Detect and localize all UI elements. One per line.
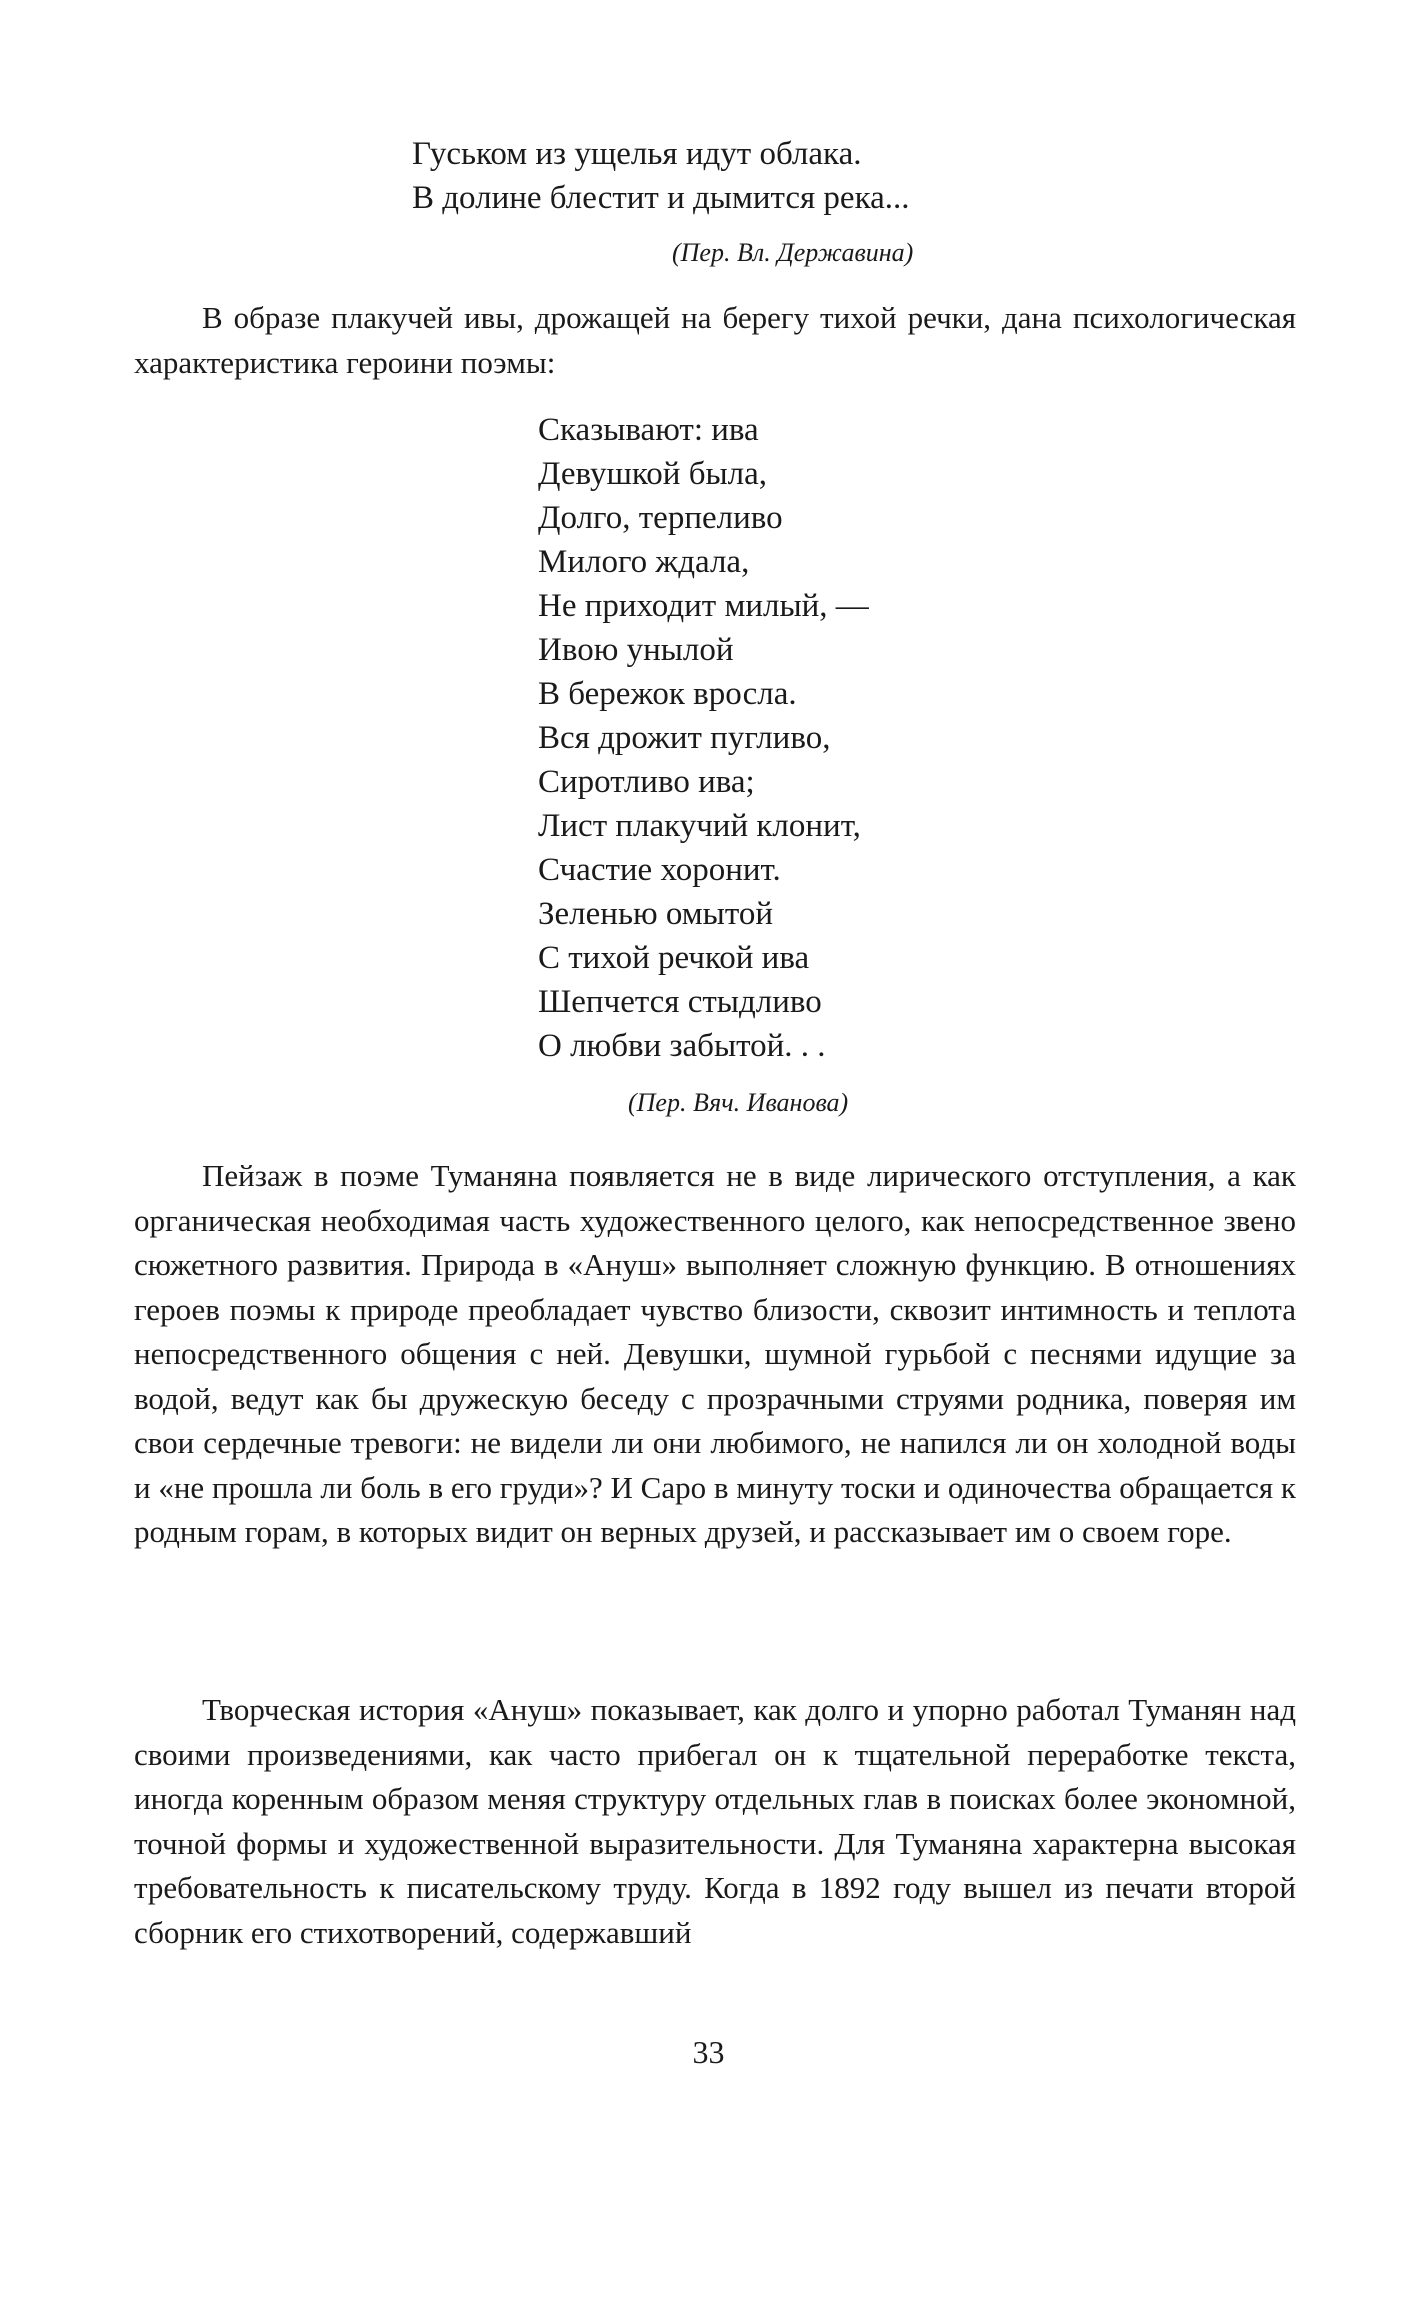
verse-line: Лист плакучий клонит, bbox=[538, 808, 861, 844]
verse-line: Гуськом из ущелья идут облака. bbox=[412, 136, 862, 172]
paragraph-3: Творческая история «Ануш» показывает, как долго и упорно работал Туманян над своими произведениями, как часто прибегал он к тщательной переработке текста, иногда коренным образом меняя структуру отдельных глав в поисках более экономной, точной формы и художественной выразительности. Для Туманяна характерна высокая требовательность к писательскому труду. Когда в 1892 году вышел из печати второй сборник его стихотворений, содержавший bbox=[134, 1692, 1296, 1950]
verse-line: С тихой речкой ива bbox=[538, 940, 810, 976]
verse-line: Долго, терпеливо bbox=[538, 500, 783, 536]
page-number: 33 bbox=[692, 2034, 725, 2070]
verse-line: Вся дрожит пугливо, bbox=[538, 720, 831, 756]
verse-line: Девушкой была, bbox=[538, 456, 768, 492]
paragraph-2: Пейзаж в поэме Туманяна появляется не в виде лирического отступления, а как органическая необходимая часть художественного целого, как непосредственное звено сюжетного развития. Природа в «Ануш» выполняет сложную функцию. В отношениях героев поэмы к природе преобладает чувство близости, сквозит интимность и теплота непосредственного общения с ней. Девушки, шумной гурьбой с песнями идущие за водой, ведут как бы дружескую беседу с прозрачными струями родника, поверяя им свои сердечные тревоги: не видели ли они любимого, не напился ли он холодной воды и «не прошла ли боль в его груди»? И Саро в минуту тоски и одиночества обращается к родным горам, в которых видит он верных друзей, и рассказывает им о своем горе. bbox=[134, 1158, 1296, 1549]
verse-line: Ивою унылой bbox=[538, 632, 734, 668]
verse-line: Шепчется стыдливо bbox=[538, 984, 822, 1020]
verse-line: Зеленью омытой bbox=[538, 896, 773, 932]
translator-attribution-2: (Пер. Вяч. Иванова) bbox=[628, 1088, 849, 1117]
verse-line: Не приходит милый, — bbox=[538, 588, 869, 624]
verse-line: Милого ждала, bbox=[538, 544, 750, 580]
verse-line: Счастие хоронит. bbox=[538, 852, 781, 888]
verse-line: В долине блестит и дымится река... bbox=[412, 180, 910, 216]
verse-excerpt-1 bbox=[412, 132, 910, 220]
verse-excerpt-2 bbox=[538, 408, 869, 1068]
verse-line: Сказывают: ива bbox=[538, 412, 759, 448]
paragraph-1: В образе плакучей ивы, дрожащей на берегу тихой речки, дана психологическая характеристика героини поэмы: bbox=[134, 300, 1296, 380]
verse-line: Сиротливо ива; bbox=[538, 764, 755, 800]
verse-line: О любви забытой. . . bbox=[538, 1028, 826, 1064]
translator-attribution-1: (Пер. Вл. Державина) bbox=[672, 238, 914, 267]
verse-line: В бережок вросла. bbox=[538, 676, 797, 712]
